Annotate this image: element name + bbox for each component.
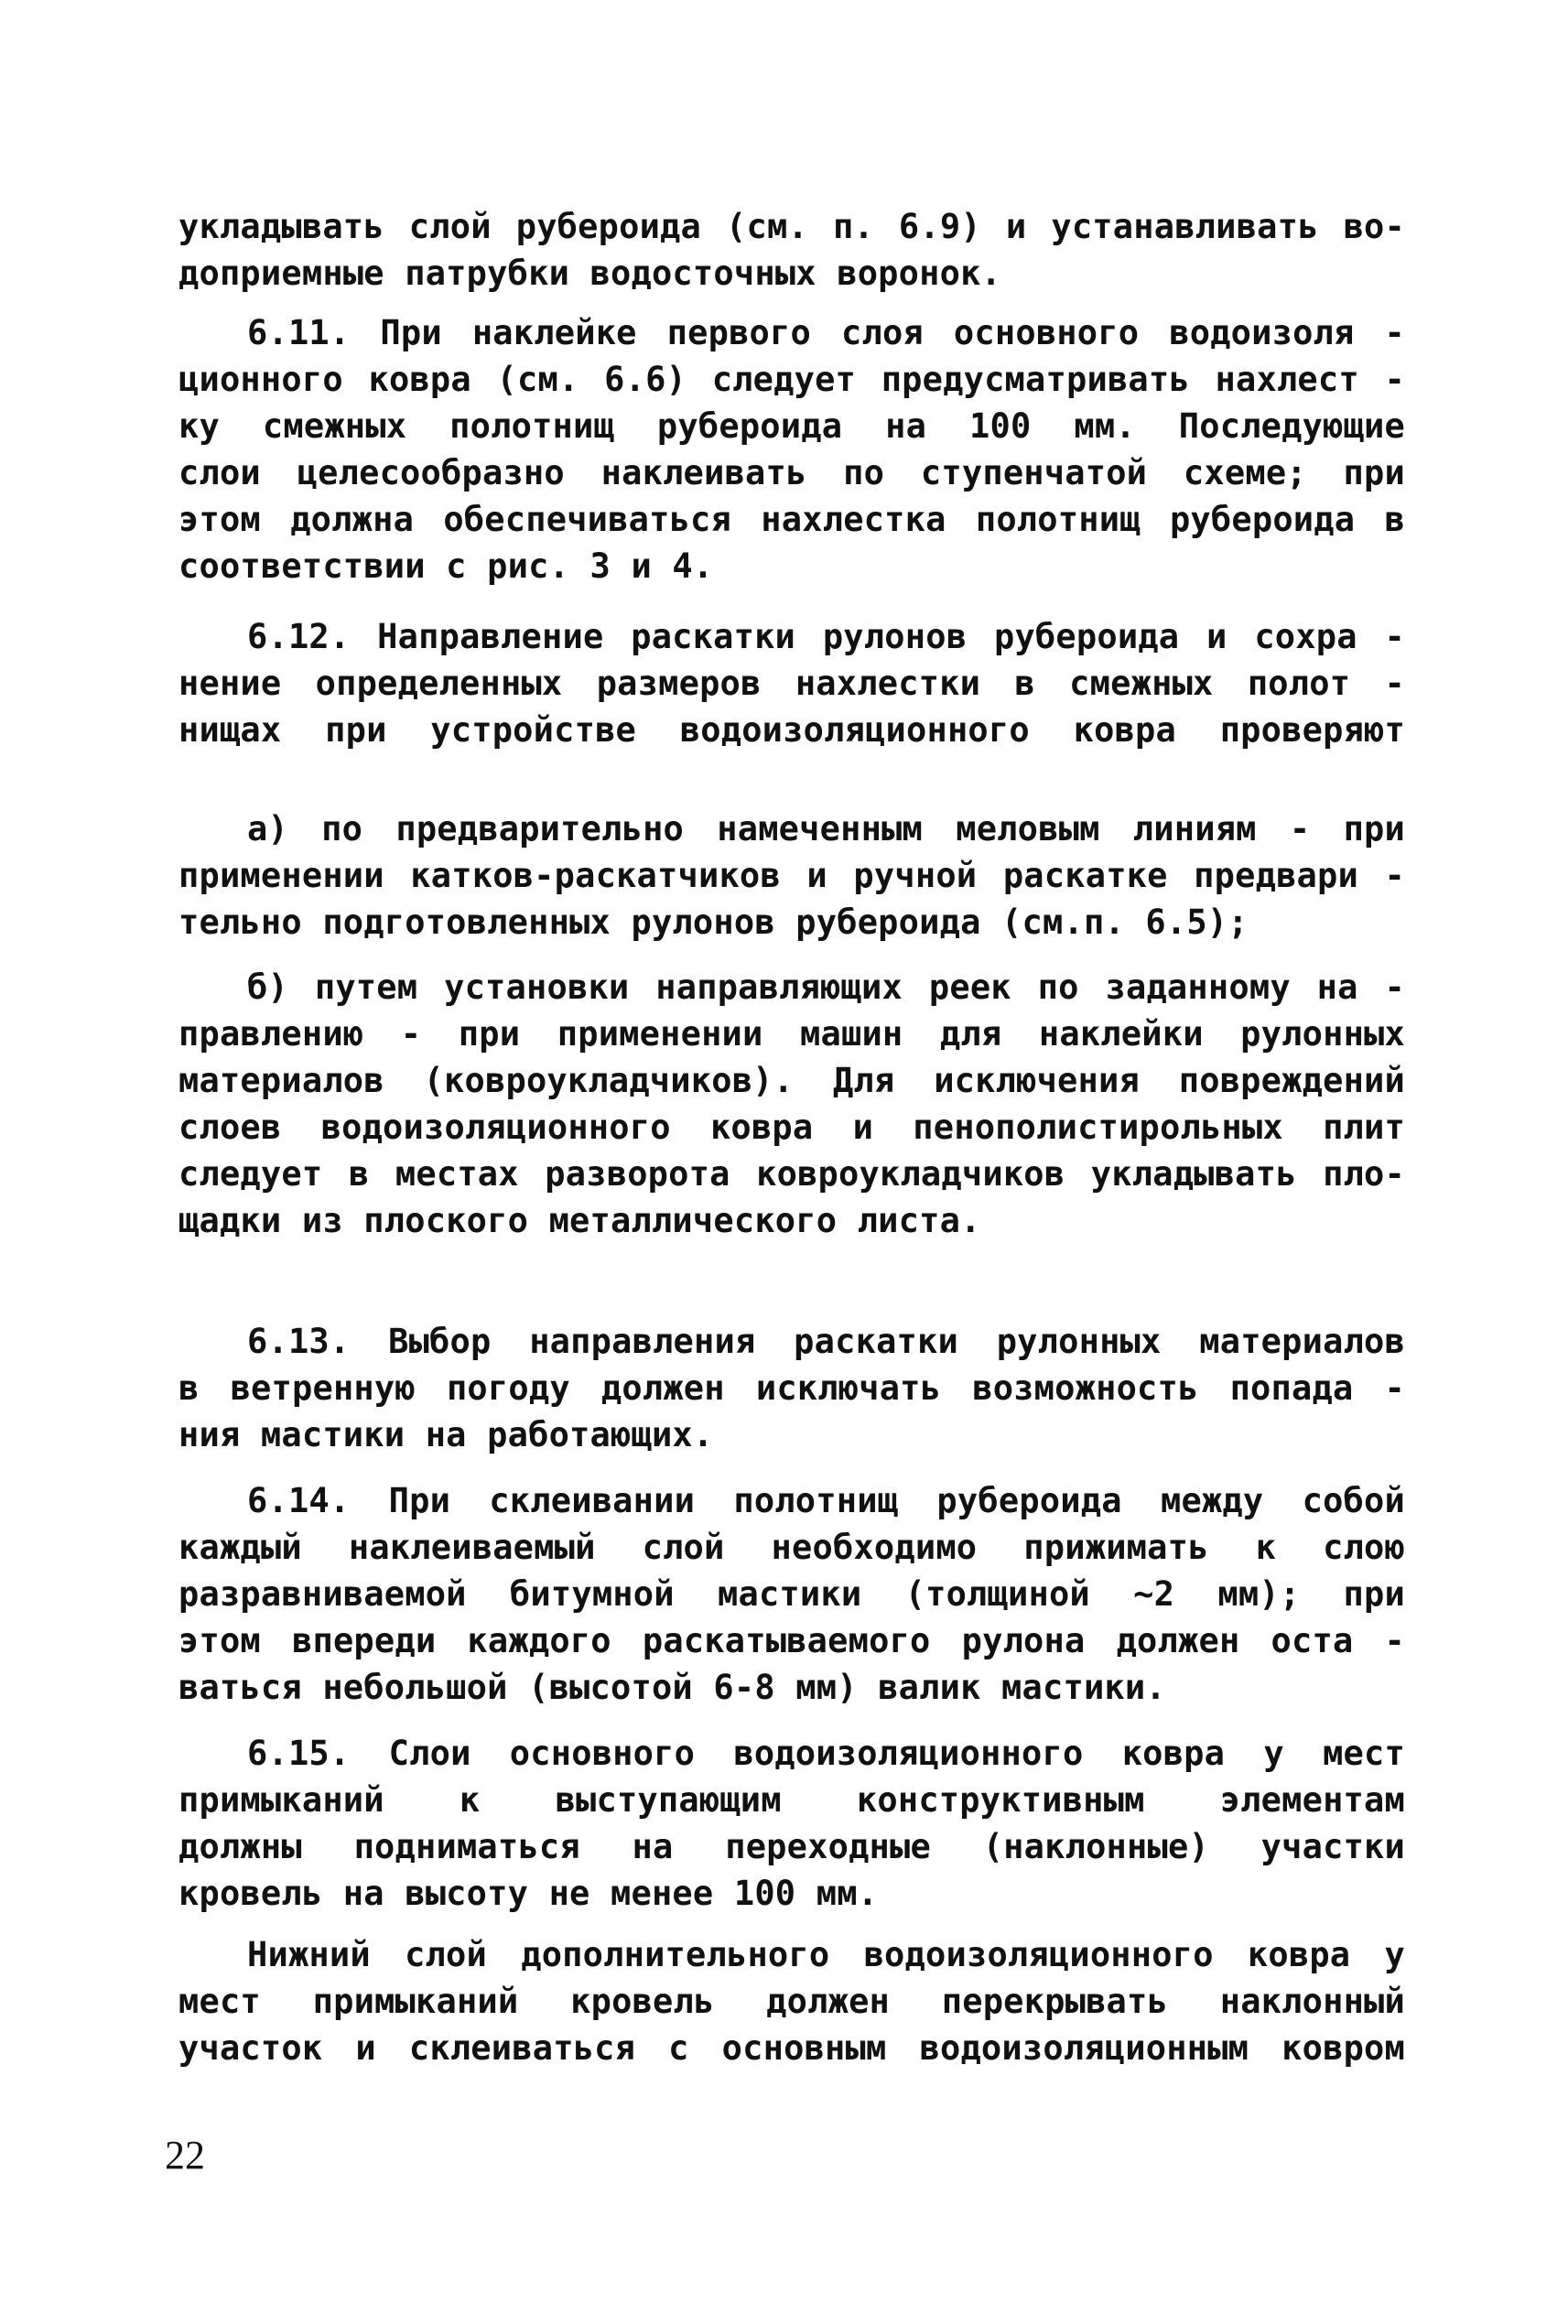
text-line: 6.14. При склеивании полотнищ рубероида между собой (247, 1481, 1405, 1520)
text-line: примыканий к выступающим конструктивным элементам (178, 1780, 1405, 1820)
text-line: слоев водоизоляционного ковра и пенополистирольных плит (178, 1108, 1405, 1147)
paragraph-6-15 (178, 1730, 1405, 1917)
text-line: ния мастики на работающих. (178, 1415, 714, 1454)
text-line: каждый наклеиваемый слой необходимо прижимать к слою (178, 1528, 1405, 1567)
text-line: соответствии с рис. 3 и 4. (178, 546, 714, 586)
paragraph-6-11 (178, 309, 1405, 589)
text-line: укладывать слой рубероида (см. п. 6.9) и устанавливать во- (178, 207, 1405, 246)
text-line: нение определенных размеров нахлестки в смежных полот - (178, 664, 1405, 703)
paragraph-item-a (178, 805, 1405, 946)
text-line: применении катков-раскатчиков и ручной раскатке предвари - (178, 856, 1405, 895)
text-line: щадки из плоского металлического листа. (178, 1201, 981, 1240)
text-line: кровель на высоту не менее 100 мм. (178, 1874, 879, 1913)
text-line: этом впереди каждого раскатываемого рулона должен оста - (178, 1621, 1405, 1660)
text-line: нищах при устройстве водоизоляционного ковра проверяют (178, 710, 1405, 750)
text-line: доприемные патрубки водосточных воронок. (178, 254, 1002, 293)
text-line: 6.11. При наклейке первого слоя основного водоизоля - (247, 313, 1405, 352)
text-line: мест примыканий кровель должен перекрывать наклонный (178, 1982, 1405, 2021)
text-line: правлению - при применении машин для наклейки рулонных (178, 1014, 1405, 1054)
text-line: 6.12. Направление раскатки рулонов рубероида и сохра - (247, 617, 1405, 656)
text-line: ционного ковра (см. 6.6) следует предусматривать нахлест - (178, 360, 1405, 399)
text-line: а) по предварительно намеченным меловым линиям - при (247, 809, 1405, 849)
text-line: 6.13. Выбор направления раскатки рулонных материалов (247, 1322, 1405, 1361)
paragraph-item-b (178, 964, 1405, 1244)
page-number: 22 (165, 2133, 205, 2178)
text-line: слои целесообразно наклеивать по ступенчатой схеме; при (178, 453, 1405, 492)
text-line: тельно подготовленных рулонов рубероида (см.п. 6.5); (178, 903, 1249, 942)
text-line: ку смежных полотнищ рубероида на 100 мм. Последующие (178, 406, 1405, 446)
paragraph-6-13 (178, 1318, 1405, 1458)
text-line: Нижний слой дополнительного водоизоляционного ковра у (247, 1935, 1405, 1974)
text-line: материалов (ковроукладчиков). Для исключения повреждений (178, 1061, 1405, 1100)
text-line: ваться небольшой (высотой 6-8 мм) валик мастики. (178, 1668, 1166, 1707)
text-line: разравниваемой битумной мастики (толщиной ~2 мм); при (178, 1574, 1405, 1614)
paragraph-lower-layer (178, 1931, 1405, 2071)
text-line: этом должна обеспечиваться нахлестка полотнищ рубероида в (178, 500, 1405, 539)
text-line: в ветренную погоду должен исключать возможность попада - (178, 1368, 1405, 1408)
text-line: следует в местах разворота ковроукладчиков укладывать пло- (178, 1154, 1405, 1194)
paragraph-continuation (178, 203, 1405, 297)
text-line: 6.15. Слои основного водоизоляционного ковра у мест (247, 1734, 1405, 1773)
paragraph-6-14 (178, 1477, 1405, 1711)
text-line: б) путем установки направляющих реек по заданному на - (247, 967, 1405, 1007)
paragraph-6-12 (178, 613, 1405, 753)
text-line: должны подниматься на переходные (наклонные) участки (178, 1827, 1405, 1866)
text-line: участок и склеиваться с основным водоизоляционным ковром (178, 2028, 1405, 2068)
